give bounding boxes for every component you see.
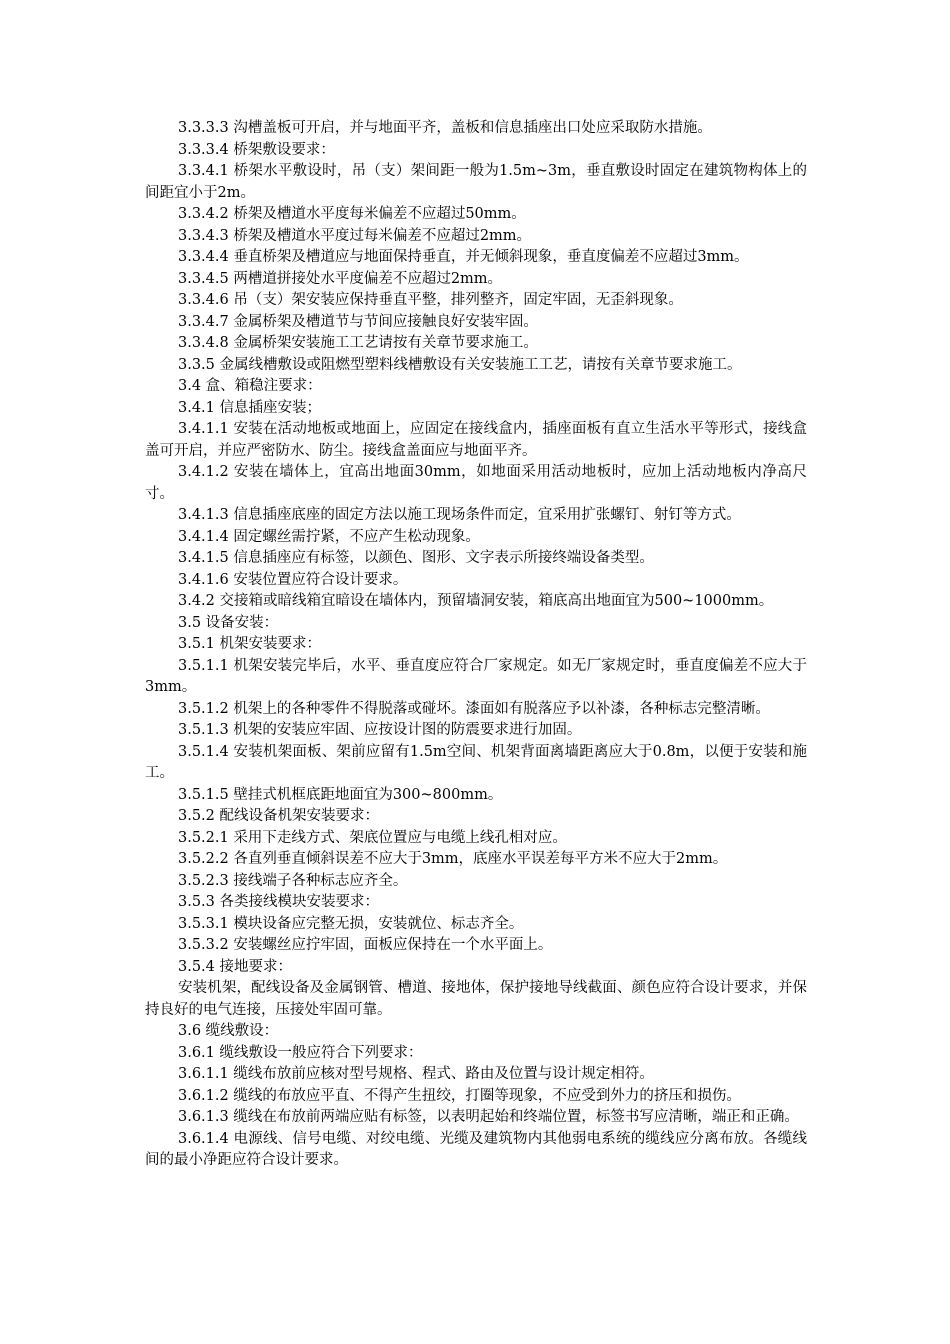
paragraph: 3.3.4.5 两槽道拼接处水平度偏差不应超过2mm。: [178, 270, 503, 287]
paragraph: 3.5.2 配线设备机架安装要求：: [178, 808, 380, 824]
paragraph: 3.4.1 信息插座安装；: [178, 399, 322, 416]
paragraph: 3.5.4 接地要求：: [178, 958, 293, 975]
paragraph: 3.6.1 缆线敷设一般应符合下列要求：: [178, 1044, 423, 1061]
paragraph: 3.6 缆线敷设：: [178, 1023, 279, 1039]
paragraph: 3.5.1.3 机架的安装应牢固、应按设计图的防震要求进行加固。: [178, 722, 582, 738]
paragraph: 3.5.2.1 采用下走线方式、架底位置应与电缆上线孔相对应。: [178, 829, 567, 846]
paragraph: 3.4.1.5 信息插座应有标签，以颜色、图形、文字表示所接终端设备类型。: [178, 550, 654, 566]
document-body: [145, 118, 807, 1172]
paragraph: 3.5 设备安装：: [178, 614, 279, 631]
paragraph: 3.4.1.3 信息插座底座的固定方法以施工现场条件而定，宜采用扩张螺钉、射钉等方式。: [178, 507, 741, 523]
paragraph: 3.6.1.2 缆线的布放应平直、不得产生扭绞，打圈等现象，不应受到外力的挤压和损伤。: [178, 1087, 741, 1104]
paragraph: 3.3.3.4 桥架敷设要求：: [178, 141, 335, 158]
paragraph: 3.4.1.6 安装位置应符合设计要求。: [178, 571, 408, 588]
paragraph: 3.5.1.2 机架上的各种零件不得脱落或碰坏。漆面如有脱落应予以补漆，各种标志完整清晰。: [178, 700, 770, 717]
paragraph: 3.3.4.1 桥架水平敷设时，吊（支）架间距一般为1.5m~3m，垂直敷设时固定在建筑物构体上的间距宜小于2m。: [145, 163, 807, 201]
paragraph: 3.4.1.4 固定螺丝需拧紧，不应产生松动现象。: [178, 528, 480, 545]
paragraph: 3.4.2 交接箱或暗线箱宜暗设在墙体内，预留墙洞安装，箱底高出地面宜为500~1000mm。: [178, 593, 774, 609]
paragraph: 安装机架，配线设备及金属钢管、槽道、接地体，保护接地导线截面、颜色应符合设计要求，并保持良好的电气连接，压接处牢固可靠。: [145, 980, 807, 1018]
paragraph: 3.3.5 金属线槽敷设或阻燃型塑料线槽敷设有关安装施工工艺，请按有关章节要求施工。: [178, 356, 742, 373]
paragraph: 3.5.2.2 各直列垂直倾斜误差不应大于3mm，底座水平误差每平方米不应大于2mm。: [178, 851, 728, 867]
paragraph: 3.5.1.4 安装机架面板、架前应留有1.5m空间、机架背面离墙距离应大于0.8m，以便于安装和施工。: [145, 743, 807, 781]
paragraph: 3.5.1.5 壁挂式机框底距地面宜为300~800mm。: [178, 786, 503, 803]
paragraph: 3.5.1 机架安装要求：: [178, 636, 322, 652]
paragraph: 3.5.3.1 模块设备应完整无损，安装就位、标志齐全。: [178, 915, 524, 932]
paragraph: 3.3.4.6 吊（支）架安装应保持垂直平整，排列整齐，固定牢固，无歪斜现象。: [178, 292, 683, 308]
paragraph: 3.3.3.3 沟槽盖板可开启，并与地面平齐，盖板和信息插座出口处应采取防水措施。: [178, 120, 712, 136]
paragraph: 3.3.4.3 桥架及槽道水平度过每米偏差不应超过2mm。: [178, 227, 532, 244]
paragraph: 3.4.1.2 安装在墙体上，宜高出地面30mm，如地面采用活动地板时，应加上活动地板内净高尺寸。: [145, 464, 807, 502]
paragraph: 3.6.1.3 缆线在布放前两端应贴有标签，以表明起始和终端位置，标签书写应清晰，端正和正确。: [178, 1109, 799, 1125]
paragraph: 3.4 盒、箱稳注要求：: [178, 378, 322, 394]
paragraph: 3.5.1.1 机架安装完毕后，水平、垂直度应符合厂家规定。如无厂家规定时，垂直度偏差不应大于3mm。: [145, 657, 807, 695]
paragraph: 3.4.1.1 安装在活动地板或地面上，应固定在接线盒内，插座面板有直立生活水平等形式，接线盒盖可开启，并应严密防水、防尘。接线盒盖面应与地面平齐。: [145, 421, 807, 459]
paragraph: 3.3.4.4 垂直桥架及槽道应与地面保持垂直，并无倾斜现象，垂直度偏差不应超过3mm。: [178, 249, 749, 265]
paragraph: 3.5.3 各类接线模块安装要求：: [178, 894, 380, 910]
paragraph: 3.3.4.8 金属桥架安装施工工艺请按有关章节要求施工。: [178, 335, 538, 351]
paragraph: 3.3.4.7 金属桥架及槽道节与节间应接触良好安装牢固。: [178, 313, 538, 330]
paragraph: 3.5.3.2 安装螺丝应拧牢固，面板应保持在一个水平面上。: [178, 937, 553, 953]
paragraph: 3.3.4.2 桥架及槽道水平度每米偏差不应超过50mm。: [178, 206, 526, 222]
paragraph: 3.5.2.3 接线端子各种标志应齐全。: [178, 872, 408, 889]
paragraph: 3.6.1.1 缆线布放前应核对型号规格、程式、路由及位置与设计规定相符。: [178, 1066, 654, 1082]
paragraph: 3.6.1.4 电源线、信号电缆、对绞电缆、光缆及建筑物内其他弱电系统的缆线应分离布放。各缆线间的最小净距应符合设计要求。: [145, 1130, 807, 1168]
